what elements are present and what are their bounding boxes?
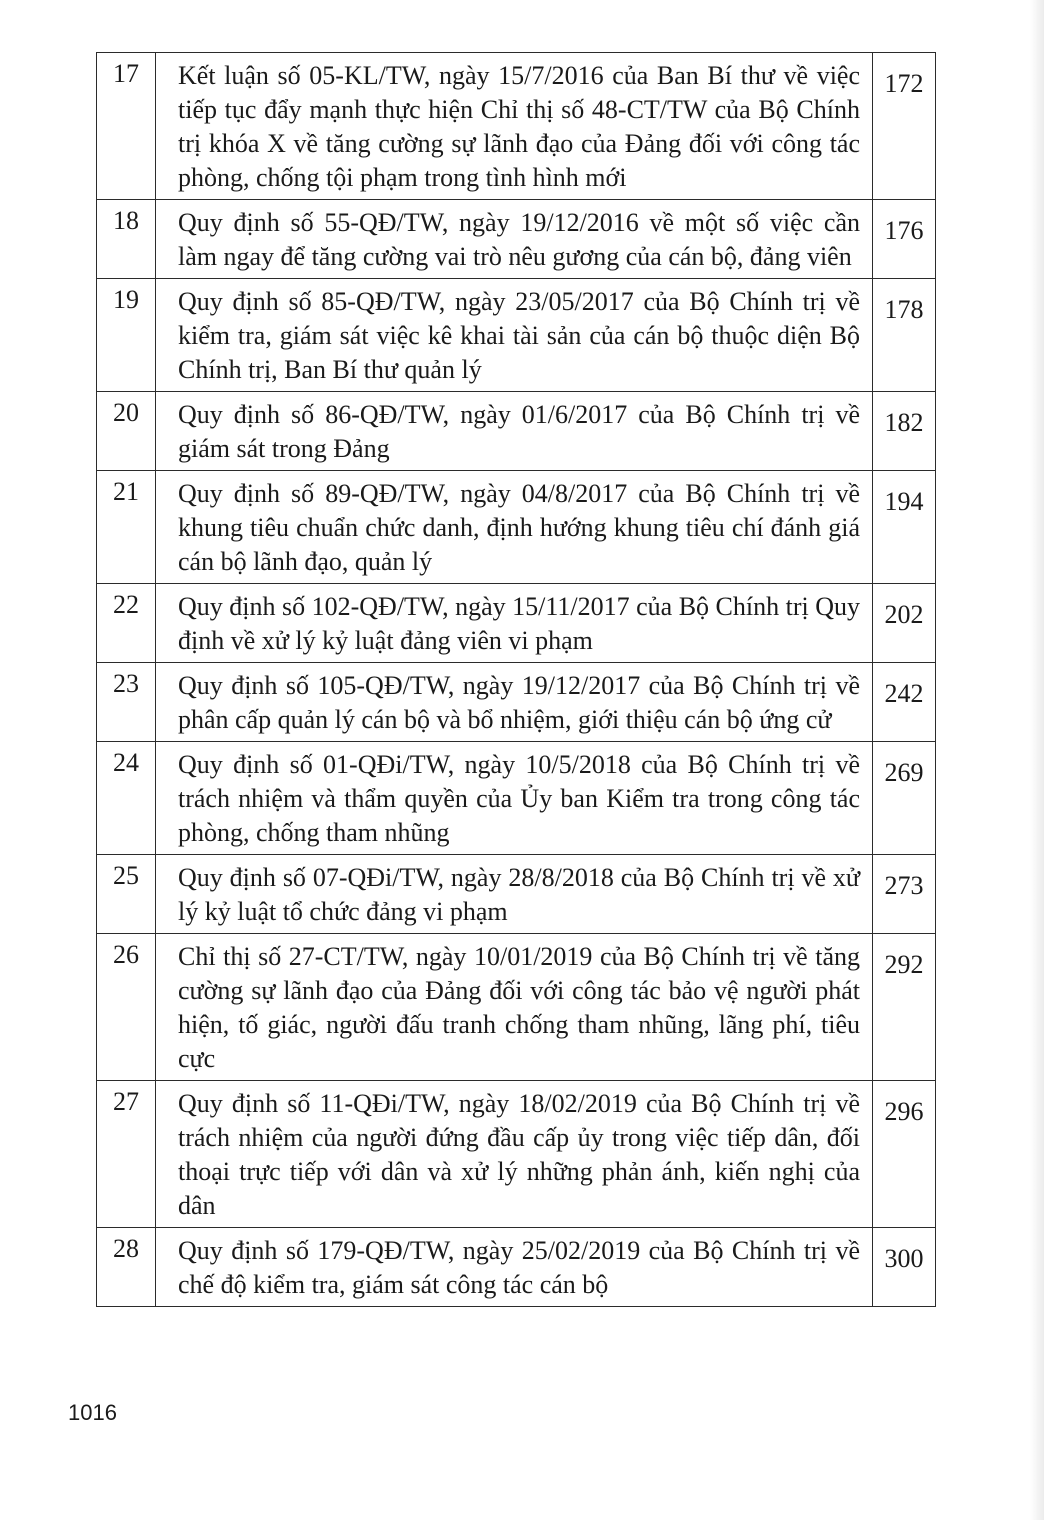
table-row: [97, 392, 936, 471]
entry-page: 178: [873, 279, 936, 392]
entry-page: 296: [873, 1081, 936, 1228]
toc-body: [97, 53, 936, 1307]
table-row: [97, 584, 936, 663]
entry-title: Kết luận số 05-KL/TW, ngày 15/7/2016 của Ban Bí thư về việc tiếp tục đẩy mạnh thực hiện Chỉ thị số 48-CT/TW của Bộ Chính trị khóa X về tăng cường sự lãnh đạo của Đảng đối với công tác phòng, chống tội phạm trong tình hình mới: [156, 53, 873, 200]
entry-page: 300: [873, 1228, 936, 1307]
table-row: [97, 1081, 936, 1228]
table-row: [97, 279, 936, 392]
table-row: [97, 53, 936, 200]
entry-number: 26: [97, 934, 156, 1081]
entry-title: Quy định số 01-QĐi/TW, ngày 10/5/2018 của Bộ Chính trị về trách nhiệm và thẩm quyền của Ủy ban Kiểm tra trong công tác phòng, chống tham nhũng: [156, 742, 873, 855]
entry-number: 27: [97, 1081, 156, 1228]
entry-page: 182: [873, 392, 936, 471]
table-row: [97, 1228, 936, 1307]
entry-page: 194: [873, 471, 936, 584]
table-row: [97, 471, 936, 584]
entry-page: 176: [873, 200, 936, 279]
entry-page: 273: [873, 855, 936, 934]
entry-number: 17: [97, 53, 156, 200]
entry-page: 172: [873, 53, 936, 200]
entry-page: 202: [873, 584, 936, 663]
entry-title: Quy định số 11-QĐi/TW, ngày 18/02/2019 của Bộ Chính trị về trách nhiệm của người đứng đầu cấp ủy trong việc tiếp dân, đối thoại trực tiếp với dân và xử lý những phản ánh, kiến nghị của dân: [156, 1081, 873, 1228]
entry-number: 21: [97, 471, 156, 584]
table-row: [97, 934, 936, 1081]
table-row: [97, 663, 936, 742]
entry-page: 292: [873, 934, 936, 1081]
entry-page: 242: [873, 663, 936, 742]
entry-title: Quy định số 85-QĐ/TW, ngày 23/05/2017 của Bộ Chính trị về kiểm tra, giám sát việc kê khai tài sản của cán bộ thuộc diện Bộ Chính trị, Ban Bí thư quản lý: [156, 279, 873, 392]
entry-number: 24: [97, 742, 156, 855]
entry-title: Quy định số 89-QĐ/TW, ngày 04/8/2017 của Bộ Chính trị về khung tiêu chuẩn chức danh, định hướng khung tiêu chí đánh giá cán bộ lãnh đạo, quản lý: [156, 471, 873, 584]
entry-number: 23: [97, 663, 156, 742]
entry-number: 22: [97, 584, 156, 663]
table-row: [97, 200, 936, 279]
entry-number: 25: [97, 855, 156, 934]
entry-number: 20: [97, 392, 156, 471]
entry-title: Quy định số 105-QĐ/TW, ngày 19/12/2017 của Bộ Chính trị về phân cấp quản lý cán bộ và bổ nhiệm, giới thiệu cán bộ ứng cử: [156, 663, 873, 742]
entry-title: Quy định số 86-QĐ/TW, ngày 01/6/2017 của Bộ Chính trị về giám sát trong Đảng: [156, 392, 873, 471]
entry-title: Quy định số 102-QĐ/TW, ngày 15/11/2017 của Bộ Chính trị Quy định về xử lý kỷ luật đảng viên vi phạm: [156, 584, 873, 663]
table-row: [97, 742, 936, 855]
entry-title: Quy định số 179-QĐ/TW, ngày 25/02/2019 của Bộ Chính trị về chế độ kiểm tra, giám sát công tác cán bộ: [156, 1228, 873, 1307]
table-of-contents: [96, 52, 936, 1307]
entry-number: 18: [97, 200, 156, 279]
table-row: [97, 855, 936, 934]
entry-number: 28: [97, 1228, 156, 1307]
entry-title: Quy định số 55-QĐ/TW, ngày 19/12/2016 về một số việc cần làm ngay để tăng cường vai trò nêu gương của cán bộ, đảng viên: [156, 200, 873, 279]
entry-title: Chỉ thị số 27-CT/TW, ngày 10/01/2019 của Bộ Chính trị về tăng cường sự lãnh đạo của Đảng đối với công tác bảo vệ người phát hiện, tố giác, người đấu tranh chống tham nhũng, lãng phí, tiêu cực: [156, 934, 873, 1081]
entry-title: Quy định số 07-QĐi/TW, ngày 28/8/2018 của Bộ Chính trị về xử lý kỷ luật tổ chức đảng vi phạm: [156, 855, 873, 934]
entry-page: 269: [873, 742, 936, 855]
entry-number: 19: [97, 279, 156, 392]
page-number: 1016: [68, 1400, 117, 1425]
page-edge-shadow: [1030, 0, 1044, 1520]
